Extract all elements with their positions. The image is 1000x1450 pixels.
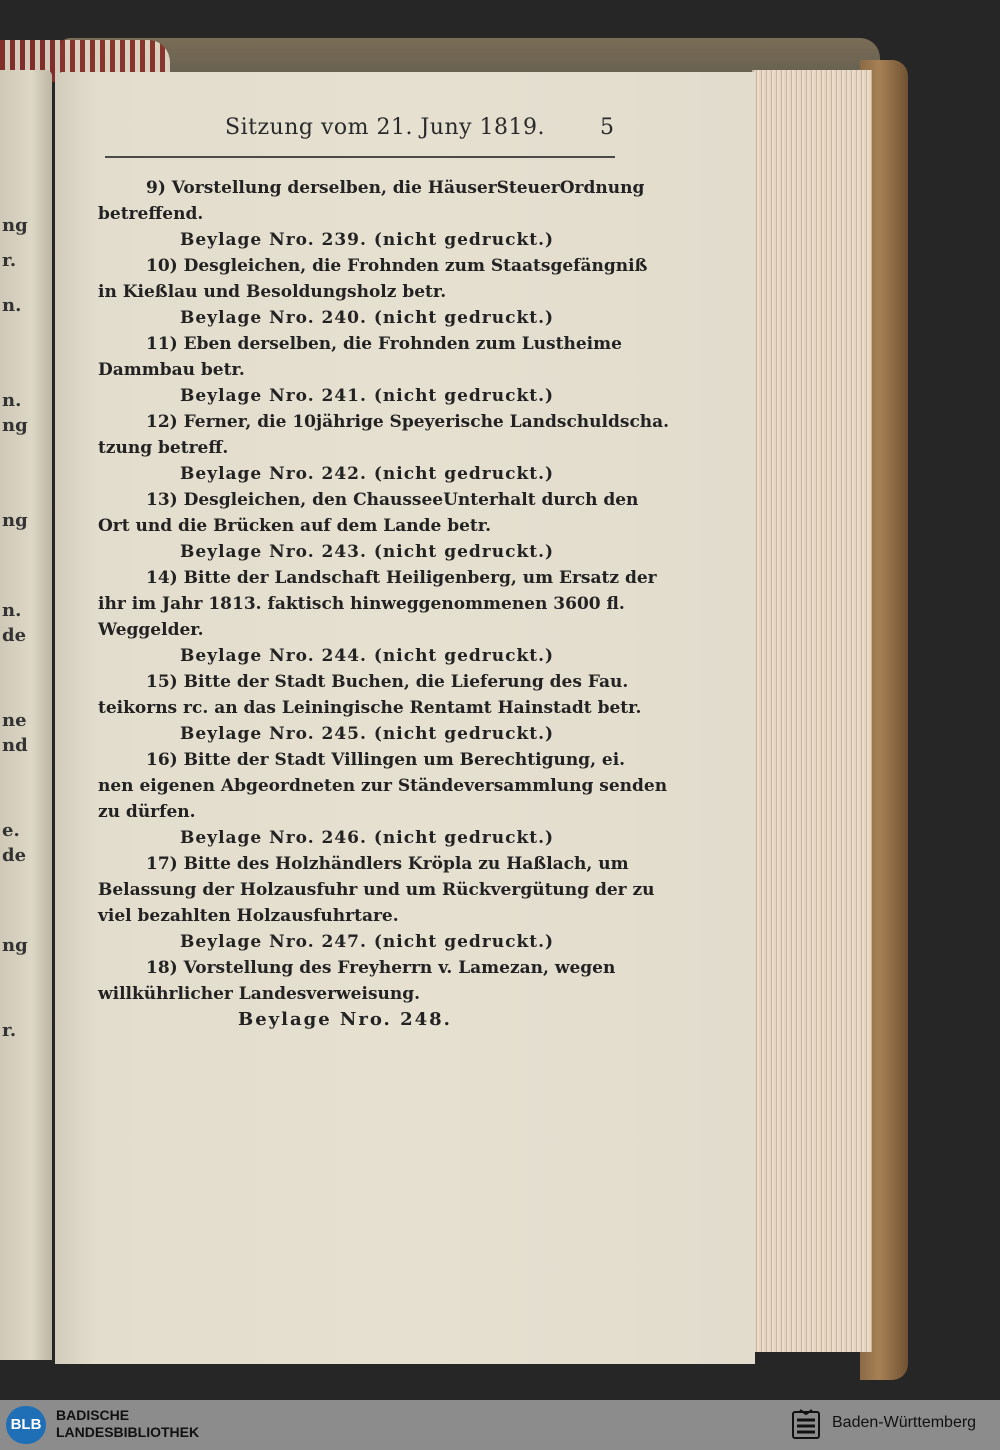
left-page-fragment: n. [2,295,22,316]
left-page-fragment: r. [2,1020,17,1041]
text-line: 13) Desgleichen, den ChausseeUnterhalt durch den [146,490,639,510]
text-line: Beylage Nro. 247. (nicht gedruckt.) [180,932,555,952]
text-line: Belassung der Holzausfuhr und um Rückvergütung der zu [98,880,655,900]
text-line: 18) Vorstellung des Freyherrn v. Lamezan, wegen [146,958,616,978]
left-page-fragment: de [2,845,27,866]
left-page-fragment: ne [2,710,27,731]
page-edges [752,70,872,1352]
header-rule [105,156,615,158]
text-line: Weggelder. [98,620,204,640]
left-page-fragment: ng [2,415,28,436]
left-page-fragment: e. [2,820,20,841]
text-line: 10) Desgleichen, die Frohnden zum Staatsgefängniß [146,256,648,276]
coat-of-arms-icon [790,1408,822,1442]
text-line: willkührlicher Landesverweisung. [98,984,421,1004]
footer-bar [0,1400,1000,1450]
text-line: teikorns rc. an das Leiningische Rentamt Hainstadt betr. [98,698,642,718]
left-page-fragment: nd [2,735,28,756]
blb-logo[interactable]: BLB [6,1406,46,1444]
left-page-fragment: de [2,625,27,646]
text-line: in Kießlau und Besoldungsholz betr. [98,282,447,302]
text-line: Beylage Nro. 240. (nicht gedruckt.) [180,308,555,328]
left-page-fragment: n. [2,600,22,621]
running-head-title: Sitzung vom 21. Juny 1819. [225,115,546,140]
blb-name[interactable] [56,1407,199,1441]
blb-name-line2: LANDESBIBLIOTHEK [56,1424,200,1440]
blb-name-line1: BADISCHE [56,1407,130,1423]
text-line: 11) Eben derselben, die Frohnden zum Lustheime [146,334,622,354]
bw-name[interactable]: Baden-Württemberg [832,1414,977,1431]
text-line: nen eigenen Abgeordneten zur Ständeversammlung senden [98,776,668,796]
left-page-fragment: r. [2,250,17,271]
text-line: Beylage Nro. 243. (nicht gedruckt.) [180,542,555,562]
left-page-fragment: n. [2,390,22,411]
page-body [98,175,670,1033]
text-line: tzung betreff. [98,438,229,458]
text-line: zu dürfen. [98,802,196,822]
text-line: Beylage Nro. 241. (nicht gedruckt.) [180,386,555,406]
text-line: 17) Bitte des Holzhändlers Kröpla zu Haßlach, um [146,854,629,874]
text-line: ihr im Jahr 1813. faktisch hinweggenommenen 3600 fl. [98,594,625,614]
text-line: 15) Bitte der Stadt Buchen, die Lieferung des Fau. [146,672,629,692]
text-line: Beylage Nro. 244. (nicht gedruckt.) [180,646,555,666]
text-line: Beylage Nro. 245. (nicht gedruckt.) [180,724,555,744]
text-line: viel bezahlten Holzausfuhrtare. [98,906,399,926]
text-line: Dammbau betr. [98,360,245,380]
left-page-fragment: ng [2,935,28,956]
text-line: Ort und die Brücken auf dem Lande betr. [98,516,492,536]
text-line: 9) Vorstellung derselben, die HäuserSteuerOrdnung [146,178,645,198]
text-line: Beylage Nro. 246. (nicht gedruckt.) [180,828,555,848]
running-head [180,115,640,155]
text-line: 12) Ferner, die 10jährige Speyerische Landschuldscha. [146,412,670,432]
text-line: Beylage Nro. 239. (nicht gedruckt.) [180,230,555,250]
left-page [0,70,52,1360]
text-line: betreffend. [98,204,204,224]
left-page-fragment: ng [2,510,28,531]
text-line: Beylage Nro. 242. (nicht gedruckt.) [180,464,555,484]
left-page-fragment: ng [2,215,28,236]
text-line: Beylage Nro. 248. [238,1009,452,1030]
text-line: 16) Bitte der Stadt Villingen um Berechtigung, ei. [146,750,626,770]
page-number: 5 [600,115,615,140]
text-line: 14) Bitte der Landschaft Heiligenberg, um Ersatz der [146,568,657,588]
